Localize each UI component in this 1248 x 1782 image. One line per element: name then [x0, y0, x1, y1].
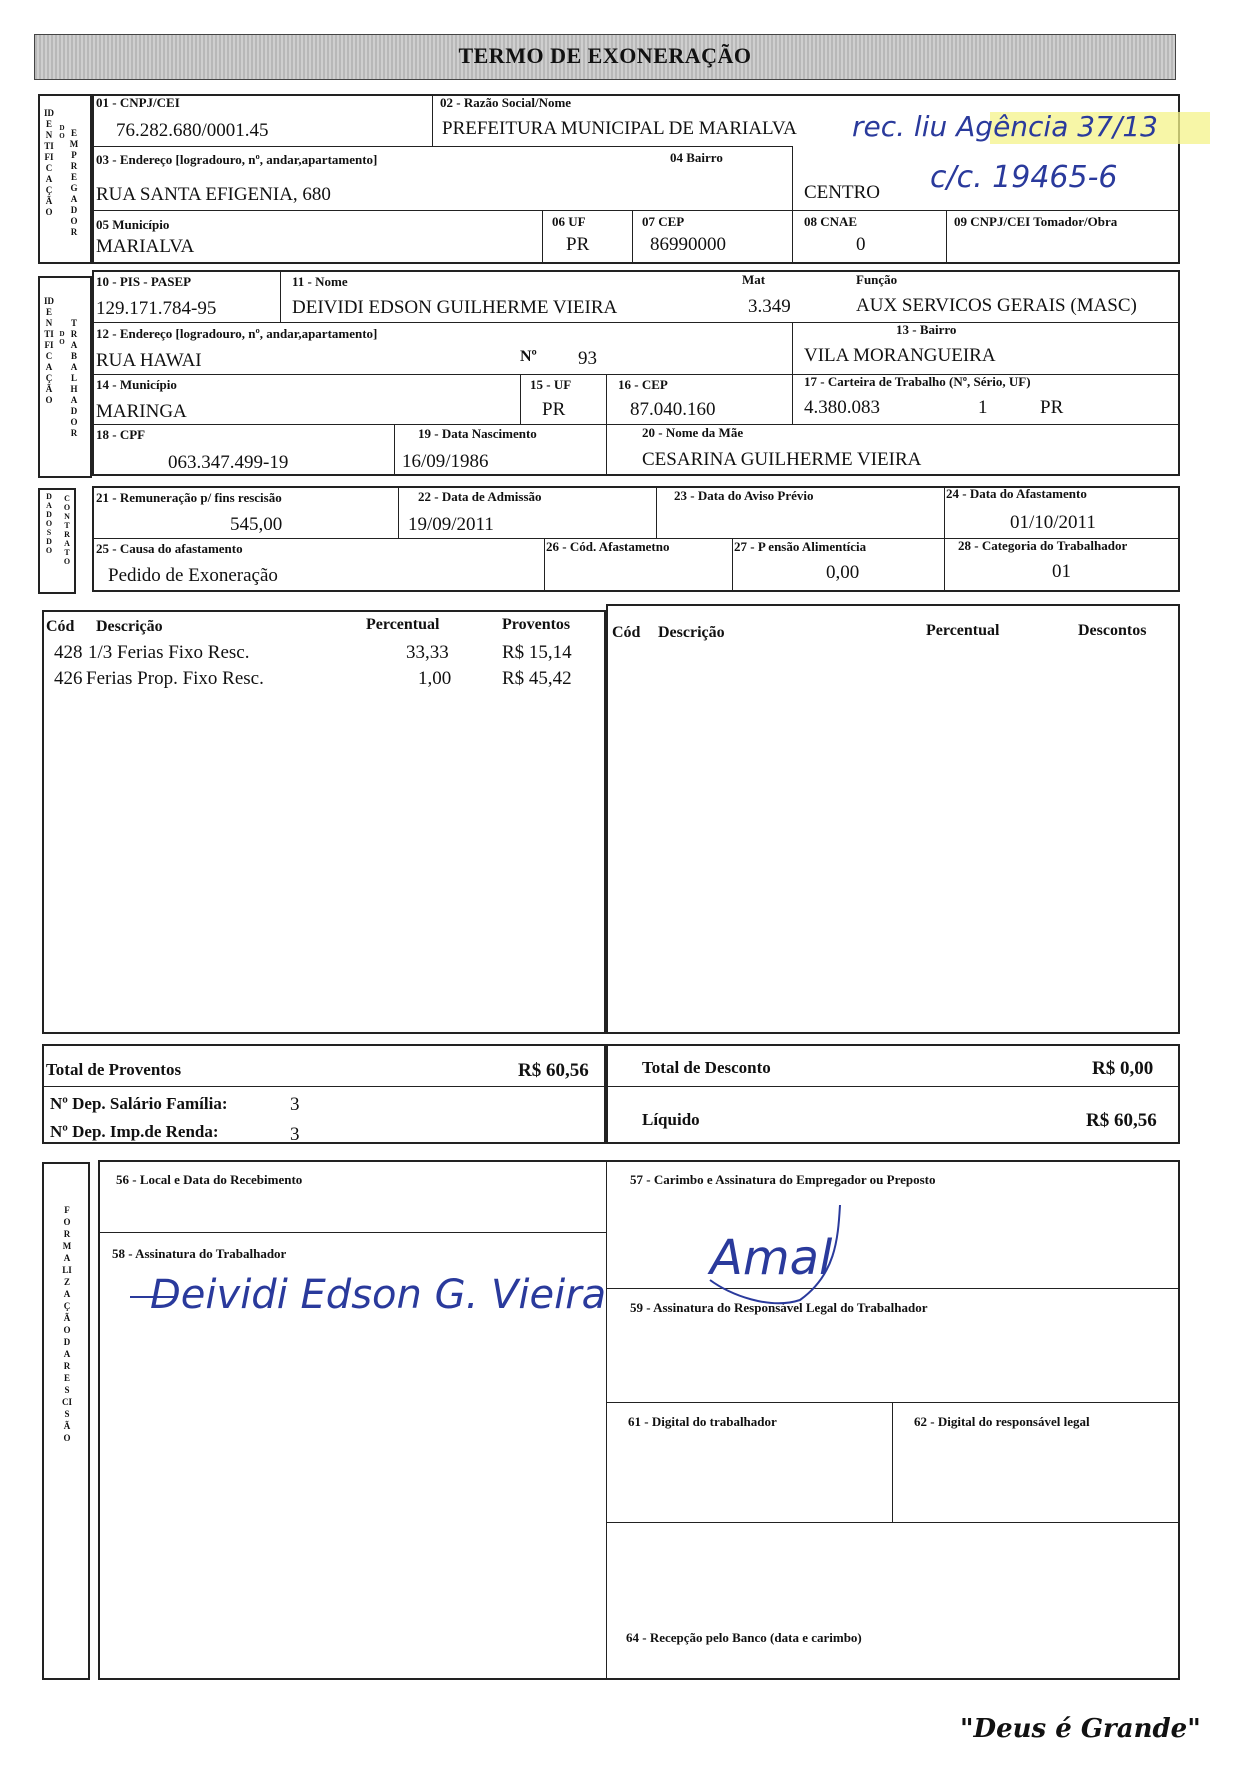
mat-value: 3.349 — [748, 296, 791, 317]
prov-row-cod: 428 — [54, 642, 83, 663]
title-bar — [34, 34, 1176, 80]
sal-familia-value: 3 — [290, 1094, 300, 1115]
formalizacao-side-label-box — [42, 1162, 90, 1680]
side-label-empregador: EMPREGADOR — [69, 128, 79, 237]
prov-row-cod: 426 — [54, 668, 83, 689]
nome-value: DEIVIDI EDSON GUILHERME VIEIRA — [292, 297, 618, 318]
worker-municipio-label: 14 - Município — [96, 377, 177, 392]
handwritten-agency-note: rec. liu Agência 37/13 — [852, 110, 1158, 143]
ctps-serie: 1 — [978, 397, 988, 418]
prov-row-perc: 1,00 — [418, 668, 452, 689]
f62-label: 62 - Digital do responsável legal — [914, 1414, 1090, 1429]
worker-municipio-value: MARINGA — [96, 401, 187, 422]
cnae-value: 0 — [856, 234, 866, 255]
cpf-value: 063.347.499-19 — [168, 452, 289, 473]
f56-label: 56 - Local e Data do Recebimento — [116, 1172, 303, 1187]
admissao-value: 19/09/2011 — [408, 514, 494, 535]
worker-endereco-value: RUA HAWAI — [96, 350, 202, 371]
endereco-label: 03 - Endereço [logradouro, nº, andar,apartamento] — [96, 152, 378, 167]
descontos-table — [606, 604, 1180, 1034]
worker-side-label-box — [38, 276, 92, 478]
employer-signature-stroke — [690, 1200, 870, 1310]
afastamento-value: 01/10/2011 — [1010, 512, 1096, 533]
razao-value: PREFEITURA MUNICIPAL DE MARIALVA — [442, 118, 797, 139]
employer-side-label-box — [38, 94, 92, 264]
f58-label: 58 - Assinatura do Trabalhador — [112, 1246, 287, 1261]
worker-uf-label: 15 - UF — [530, 377, 572, 392]
ctps-label: 17 - Carteira de Trabalho (Nº, Sério, UF) — [804, 374, 1031, 389]
bairro-label: 04 Bairro — [670, 150, 723, 165]
cnpj-label: 01 - CNPJ/CEI — [96, 95, 180, 110]
worker-cep-value: 87.040.160 — [630, 399, 716, 420]
funcao-label: Função — [856, 272, 898, 287]
pensao-label: 27 - P ensão Alimentícia — [734, 539, 867, 554]
cpf-label: 18 - CPF — [96, 427, 146, 442]
endereco-value: RUA SANTA EFIGENIA, 680 — [96, 184, 331, 205]
numero-value: 93 — [578, 348, 597, 369]
total-proventos-label: Total de Proventos — [46, 1060, 182, 1079]
cod-afast-label: 26 - Cód. Afastametno — [546, 539, 670, 554]
aviso-label: 23 - Data do Aviso Prévio — [674, 488, 814, 503]
categoria-value: 01 — [1052, 561, 1071, 582]
f59-label: 59 - Assinatura do Responsável Legal do Trabalhador — [630, 1300, 928, 1315]
worker-uf-value: PR — [542, 399, 566, 420]
prov-header-desc: Descrição — [96, 618, 163, 635]
mat-label: Mat — [742, 272, 766, 287]
total-proventos-value: R$ 60,56 — [518, 1060, 589, 1081]
mae-value: CESARINA GUILHERME VIEIRA — [642, 449, 922, 470]
liquido-label: Líquido — [642, 1110, 700, 1129]
side-label-formalizacao: FORMALIZAÇÃO DA RESCISÃO — [62, 1205, 73, 1443]
mae-label: 20 - Nome da Mãe — [642, 425, 744, 440]
worker-bairro-label: 13 - Bairro — [896, 322, 957, 337]
prov-header-cod: Cód — [46, 618, 75, 635]
prov-header-perc: Percentual — [366, 616, 440, 633]
funcao-value: AUX SERVICOS GERAIS (MASC) — [856, 295, 1137, 316]
worker-signature: Deividi Edson G. Vieira — [150, 1272, 607, 1318]
remun-label: 21 - Remuneração p/ fins rescisão — [96, 490, 282, 505]
contract-side-label-box — [38, 488, 76, 594]
prov-header-valor: Proventos — [502, 616, 571, 633]
pis-label: 10 - PIS - PASEP — [96, 274, 192, 289]
page-title: TERMO DE EXONERAÇÃO — [458, 43, 752, 68]
worker-cep-label: 16 - CEP — [618, 377, 668, 392]
causa-label: 25 - Causa do afastamento — [96, 541, 243, 556]
categoria-label: 28 - Categoria do Trabalhador — [958, 538, 1128, 553]
pensao-value: 0,00 — [826, 562, 860, 583]
side-label-identificacao: IDENTIFICAÇÃO — [44, 108, 55, 217]
ctps-number: 4.380.083 — [804, 397, 880, 418]
municipio-label: 05 Município — [96, 217, 170, 232]
cep-label: 07 CEP — [642, 214, 685, 229]
causa-value: Pedido de Exoneração — [108, 565, 278, 586]
prov-row-desc: 1/3 Ferias Fixo Resc. — [88, 642, 250, 663]
uf-value: PR — [566, 234, 590, 255]
side-label-identificacao-worker: IDENTIFICAÇÃO — [44, 296, 55, 405]
liquido-value: R$ 60,56 — [1086, 1110, 1157, 1131]
nascimento-value: 16/09/1986 — [402, 451, 489, 472]
side-label-do: DO — [59, 124, 65, 140]
razao-label: 02 - Razão Social/Nome — [440, 95, 572, 110]
desc-header-valor: Descontos — [1078, 622, 1147, 639]
ctps-uf: PR — [1040, 397, 1064, 418]
worker-endereco-label: 12 - Endereço [logradouro, nº, andar,apartamento] — [96, 326, 378, 341]
desc-header-desc: Descrição — [658, 624, 725, 641]
sal-familia-label: Nº Dep. Salário Família: — [50, 1094, 228, 1113]
employer-signature: Amal — [710, 1230, 833, 1286]
nome-label: 11 - Nome — [292, 274, 348, 289]
remun-value: 545,00 — [230, 514, 283, 535]
numero-label: Nº — [520, 348, 537, 365]
prov-row-desc: Ferias Prop. Fixo Resc. — [86, 668, 264, 689]
prov-row-valor: R$ 15,14 — [502, 642, 572, 663]
side-label-trabalhador: TRABALHADOR — [70, 318, 78, 438]
f64-label: 64 - Recepção pelo Banco (data e carimbo) — [626, 1630, 862, 1645]
admissao-label: 22 - Data de Admissão — [418, 489, 542, 504]
nascimento-label: 19 - Data Nascimento — [418, 426, 537, 441]
imp-renda-label: Nº Dep. Imp.de Renda: — [50, 1122, 219, 1141]
arrow-mark — [130, 1296, 174, 1298]
bairro-value: CENTRO — [804, 182, 880, 203]
imp-renda-value: 3 — [290, 1124, 300, 1145]
prov-row-perc: 33,33 — [406, 642, 449, 663]
cnpj-value: 76.282.680/0001.45 — [116, 120, 269, 141]
total-desconto-label: Total de Desconto — [642, 1058, 771, 1077]
prov-row-valor: R$ 45,42 — [502, 668, 572, 689]
side-label-dados: DADOS DO — [45, 492, 53, 555]
tomador-label: 09 CNPJ/CEI Tomador/Obra — [954, 214, 1118, 229]
afastamento-label: 24 - Data do Afastamento — [946, 486, 1087, 501]
side-label-do-worker: DO — [59, 330, 65, 346]
desc-header-perc: Percentual — [926, 622, 1000, 639]
desc-header-cod: Cód — [612, 624, 641, 641]
f61-label: 61 - Digital do trabalhador — [628, 1414, 777, 1429]
f57-label: 57 - Carimbo e Assinatura do Empregador ou Preposto — [630, 1172, 936, 1187]
municipio-value: MARIALVA — [96, 236, 195, 257]
pis-value: 129.171.784-95 — [96, 298, 217, 319]
total-desconto-value: R$ 0,00 — [1092, 1058, 1154, 1079]
uf-label: 06 UF — [552, 214, 586, 229]
worker-bairro-value: VILA MORANGUEIRA — [804, 345, 996, 366]
footer-motto: "Deus é Grande" — [960, 1714, 1201, 1744]
cep-value: 86990000 — [650, 234, 726, 255]
cnae-label: 08 CNAE — [804, 214, 858, 229]
side-label-contrato: CONTRATO — [63, 494, 71, 566]
handwritten-account-note: c/c. 19465-6 — [930, 160, 1118, 195]
